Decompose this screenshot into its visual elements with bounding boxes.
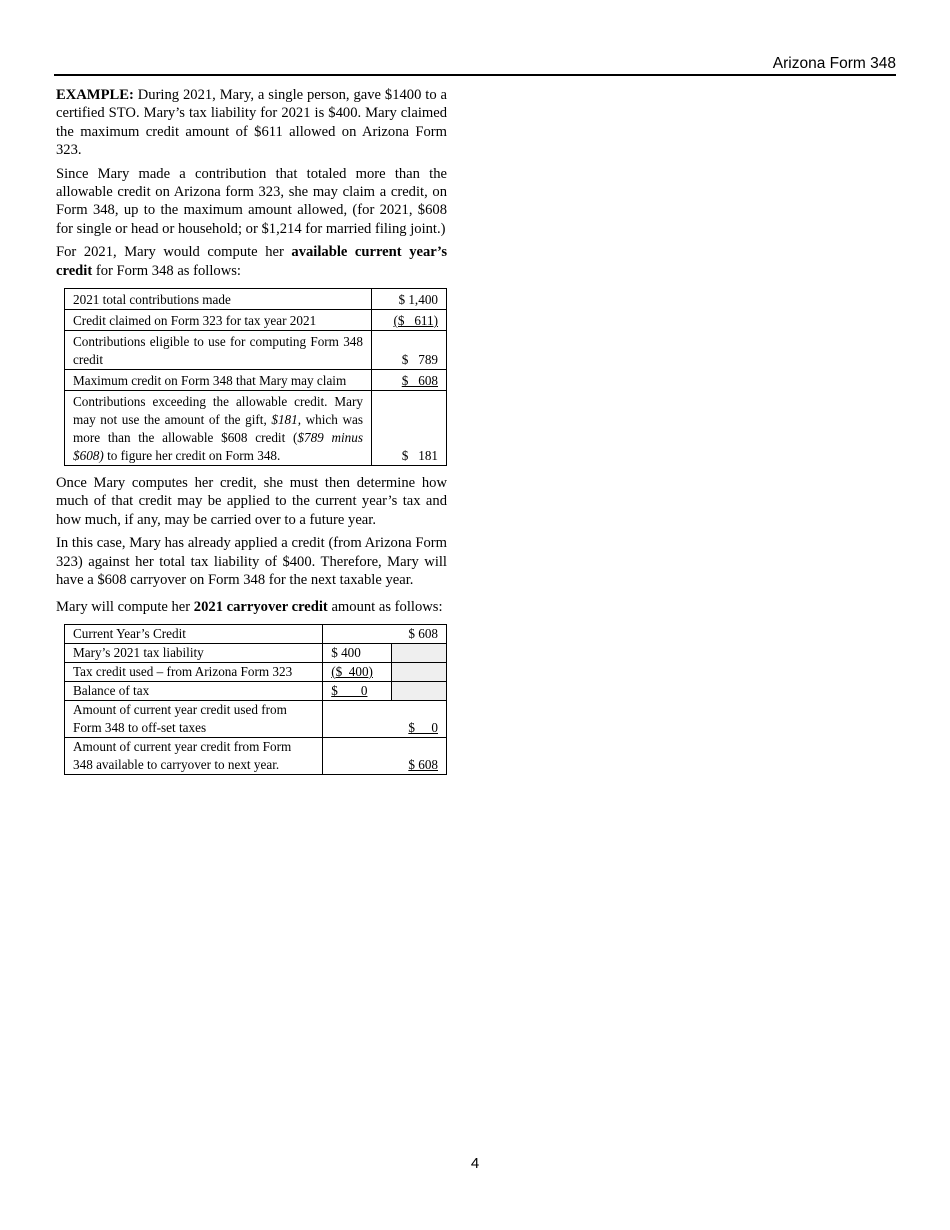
row-label: 2021 total contributions made [65, 289, 372, 310]
form-title: Arizona Form 348 [772, 55, 896, 72]
table-row [65, 289, 447, 310]
example-label: EXAMPLE: [56, 87, 134, 103]
row-amount: ($ 611) [393, 313, 438, 329]
row-amount: $ 181 [372, 391, 447, 466]
row-amount: $ 400 [323, 643, 392, 662]
page-number: 4 [470, 1155, 480, 1172]
since-paragraph: Since Mary made a contribution that totaled more than the allowable credit on Arizona form 323, she may claim a credit, on Form 348, up to the maximum amount allowed, (for 2021, $608 for single or head or household; or $1,214 for married filing joint.) [56, 165, 447, 237]
row-amount: ($ 400) [331, 663, 373, 679]
row-label: Current Year’s Credit [65, 624, 323, 643]
content-column [56, 86, 447, 783]
row-amount: $ 789 [372, 331, 447, 370]
carryover-paragraph: Mary will compute her 2021 carryover credit amount as follows: [56, 598, 443, 615]
carryover-bold: 2021 carryover credit [193, 598, 328, 615]
row-label: Maximum credit on Form 348 that Mary may claim [65, 370, 372, 391]
row-amount: $ 0 [331, 682, 368, 698]
row-amount: $ 0 [408, 719, 438, 735]
row-label: Balance of tax [65, 681, 323, 700]
row-label: Contributions eligible to use for computing Form 348 credit [65, 331, 372, 370]
table-row [65, 700, 447, 737]
example-text: During 2021, Mary, a single person, gave $1400 to a certified STO. Mary’s tax liability for 2021 is $400. Mary claimed the maximum credit amount of $611 allowed on Arizona Form 323. [56, 87, 447, 159]
row-label: Amount of current year credit used from Form 348 to off-set taxes [65, 700, 323, 737]
row-amount: $ 1,400 [372, 289, 447, 310]
row-label: Mary’s 2021 tax liability [65, 643, 323, 662]
table-row [65, 737, 447, 774]
once-paragraph: Once Mary computes her credit, she must then determine how much of that credit may be applied to the current year’s tax and how much, if any, may be carried over to a future year. [56, 475, 447, 528]
page-header [54, 54, 896, 76]
row-amount: $ 608 [401, 373, 438, 389]
row-amount: $ 608 [323, 624, 447, 643]
compute-bold: available current year’s credit [56, 244, 448, 279]
row-label: Contributions exceeding the allowable credit. Mary may not use the amount of the gift, $181, which was more than the allowable $608 credit ($789 minus $608) to figure her credit on Form 348. [65, 391, 372, 466]
table-row [65, 662, 447, 681]
carryover-credit-table [64, 624, 447, 775]
table-row [65, 391, 447, 466]
row-label: Tax credit used – from Arizona Form 323 [65, 662, 323, 681]
case-paragraph: In this case, Mary has already applied a credit (from Arizona Form 323) against her total tax liability of $400. Therefore, Mary will have a $608 carryover on Form 348 for the next taxable year. [56, 535, 447, 589]
table-row [65, 331, 447, 370]
row-amount: $ 608 [408, 756, 438, 772]
table-row [65, 310, 447, 331]
table-row [65, 370, 447, 391]
available-credit-table [64, 288, 447, 466]
table-row [65, 624, 447, 643]
table-row [65, 643, 447, 662]
compute-paragraph: For 2021, Mary would compute her available current year’s credit for Form 348 as follows: [56, 244, 448, 279]
example-paragraph [56, 86, 447, 160]
row-label: Amount of current year credit from Form 348 available to carryover to next year. [65, 737, 323, 774]
table-row [65, 681, 447, 700]
row-label: Credit claimed on Form 323 for tax year 2021 [65, 310, 372, 331]
